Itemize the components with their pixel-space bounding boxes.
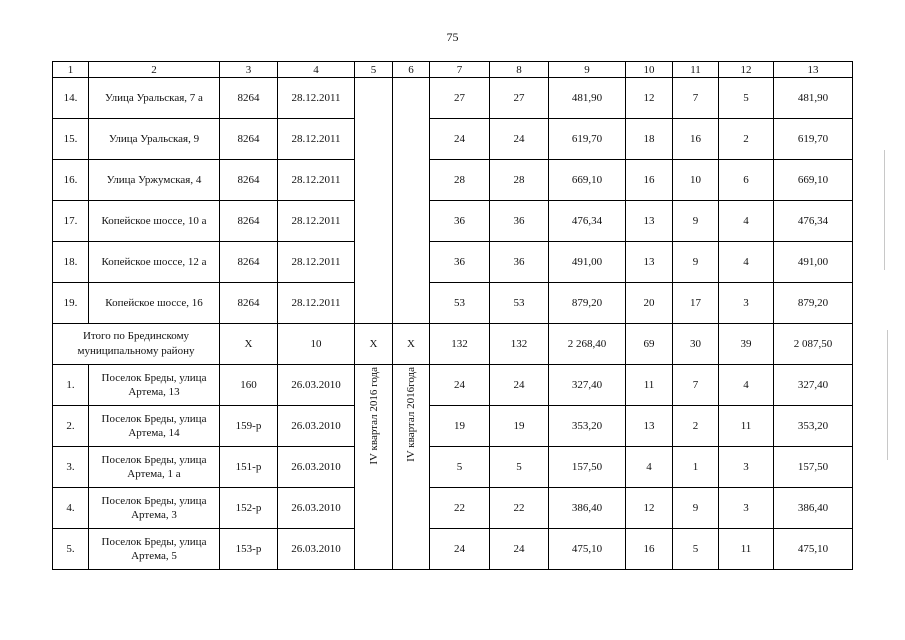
document-date-cell: 28.12.2011 bbox=[278, 78, 355, 119]
total-value-5: X bbox=[355, 324, 393, 365]
value-cell-11: 16 bbox=[673, 119, 719, 160]
value-cell-12: 11 bbox=[719, 529, 774, 570]
total-value-10: 69 bbox=[626, 324, 673, 365]
value-cell-10: 18 bbox=[626, 119, 673, 160]
value-cell-11: 7 bbox=[673, 78, 719, 119]
table-row bbox=[53, 529, 853, 570]
value-cell-10: 13 bbox=[626, 406, 673, 447]
row-number: 1. bbox=[53, 365, 89, 406]
value-cell-8: 27 bbox=[490, 78, 549, 119]
value-cell-13: 353,20 bbox=[774, 406, 853, 447]
total-value-12: 39 bbox=[719, 324, 774, 365]
value-cell-9: 386,40 bbox=[549, 488, 626, 529]
total-value-4: 10 bbox=[278, 324, 355, 365]
column-header-13: 13 bbox=[774, 62, 853, 78]
table-row bbox=[53, 119, 853, 160]
value-cell-9: 879,20 bbox=[549, 283, 626, 324]
column-header-6: 6 bbox=[393, 62, 430, 78]
row-number: 17. bbox=[53, 201, 89, 242]
document-date-cell: 28.12.2011 bbox=[278, 242, 355, 283]
address-cell: Копейское шоссе, 16 bbox=[89, 283, 220, 324]
value-cell-12: 6 bbox=[719, 160, 774, 201]
value-cell-12: 3 bbox=[719, 283, 774, 324]
column-header-12: 12 bbox=[719, 62, 774, 78]
value-cell-7: 53 bbox=[430, 283, 490, 324]
table-row bbox=[53, 447, 853, 488]
total-value-8: 132 bbox=[490, 324, 549, 365]
row-number: 19. bbox=[53, 283, 89, 324]
value-cell-12: 2 bbox=[719, 119, 774, 160]
value-cell-11: 17 bbox=[673, 283, 719, 324]
document-date-cell: 26.03.2010 bbox=[278, 406, 355, 447]
value-cell-11: 9 bbox=[673, 201, 719, 242]
column-header-1: 1 bbox=[53, 62, 89, 78]
value-cell-7: 24 bbox=[430, 119, 490, 160]
value-cell-7: 22 bbox=[430, 488, 490, 529]
value-cell-10: 12 bbox=[626, 78, 673, 119]
table-row bbox=[53, 365, 853, 406]
value-cell-7: 24 bbox=[430, 529, 490, 570]
column-header-2: 2 bbox=[89, 62, 220, 78]
row-number: 3. bbox=[53, 447, 89, 488]
document-date-cell: 28.12.2011 bbox=[278, 283, 355, 324]
value-cell-11: 5 bbox=[673, 529, 719, 570]
merged-empty-col-5 bbox=[355, 78, 393, 324]
value-cell-12: 4 bbox=[719, 365, 774, 406]
total-value-9: 2 268,40 bbox=[549, 324, 626, 365]
value-cell-13: 491,00 bbox=[774, 242, 853, 283]
value-cell-13: 157,50 bbox=[774, 447, 853, 488]
document-number-cell: 8264 bbox=[220, 78, 278, 119]
value-cell-9: 491,00 bbox=[549, 242, 626, 283]
address-cell: Поселок Бреды, улица Артема, 1 а bbox=[89, 447, 220, 488]
row-number: 2. bbox=[53, 406, 89, 447]
document-date-cell: 26.03.2010 bbox=[278, 447, 355, 488]
document-number-cell: 152-р bbox=[220, 488, 278, 529]
value-cell-9: 669,10 bbox=[549, 160, 626, 201]
value-cell-10: 13 bbox=[626, 201, 673, 242]
value-cell-8: 53 bbox=[490, 283, 549, 324]
row-number: 4. bbox=[53, 488, 89, 529]
value-cell-9: 481,90 bbox=[549, 78, 626, 119]
address-cell: Поселок Бреды, улица Артема, 3 bbox=[89, 488, 220, 529]
value-cell-9: 476,34 bbox=[549, 201, 626, 242]
value-cell-9: 475,10 bbox=[549, 529, 626, 570]
value-cell-12: 5 bbox=[719, 78, 774, 119]
value-cell-10: 4 bbox=[626, 447, 673, 488]
document-number-cell: 160 bbox=[220, 365, 278, 406]
value-cell-11: 7 bbox=[673, 365, 719, 406]
address-cell: Поселок Бреды, улица Артема, 14 bbox=[89, 406, 220, 447]
value-cell-12: 4 bbox=[719, 201, 774, 242]
table-row bbox=[53, 78, 853, 119]
value-cell-12: 4 bbox=[719, 242, 774, 283]
value-cell-13: 386,40 bbox=[774, 488, 853, 529]
value-cell-8: 24 bbox=[490, 119, 549, 160]
value-cell-8: 19 bbox=[490, 406, 549, 447]
schedule-text: IV квартал 2016 года bbox=[367, 367, 380, 465]
document-number-cell: 159-р bbox=[220, 406, 278, 447]
document-date-cell: 28.12.2011 bbox=[278, 160, 355, 201]
value-cell-7: 36 bbox=[430, 201, 490, 242]
column-header-7: 7 bbox=[430, 62, 490, 78]
value-cell-7: 19 bbox=[430, 406, 490, 447]
value-cell-11: 10 bbox=[673, 160, 719, 201]
value-cell-10: 13 bbox=[626, 242, 673, 283]
table-row bbox=[53, 160, 853, 201]
housing-register-table bbox=[52, 61, 853, 570]
value-cell-13: 669,10 bbox=[774, 160, 853, 201]
address-cell: Копейское шоссе, 10 а bbox=[89, 201, 220, 242]
address-cell: Поселок Бреды, улица Артема, 13 bbox=[89, 365, 220, 406]
value-cell-8: 24 bbox=[490, 529, 549, 570]
table-row bbox=[53, 242, 853, 283]
value-cell-8: 24 bbox=[490, 365, 549, 406]
total-row bbox=[53, 324, 853, 365]
document-number-cell: 151-р bbox=[220, 447, 278, 488]
value-cell-11: 2 bbox=[673, 406, 719, 447]
column-header-3: 3 bbox=[220, 62, 278, 78]
column-header-8: 8 bbox=[490, 62, 549, 78]
document-date-cell: 26.03.2010 bbox=[278, 365, 355, 406]
value-cell-8: 36 bbox=[490, 242, 549, 283]
document-date-cell: 28.12.2011 bbox=[278, 201, 355, 242]
value-cell-7: 5 bbox=[430, 447, 490, 488]
document-number-cell: 153-р bbox=[220, 529, 278, 570]
column-header-4: 4 bbox=[278, 62, 355, 78]
document-number-cell: 8264 bbox=[220, 283, 278, 324]
value-cell-11: 1 bbox=[673, 447, 719, 488]
value-cell-12: 11 bbox=[719, 406, 774, 447]
document-date-cell: 26.03.2010 bbox=[278, 488, 355, 529]
value-cell-12: 3 bbox=[719, 488, 774, 529]
value-cell-8: 5 bbox=[490, 447, 549, 488]
row-number: 14. bbox=[53, 78, 89, 119]
value-cell-13: 475,10 bbox=[774, 529, 853, 570]
value-cell-7: 36 bbox=[430, 242, 490, 283]
table-row bbox=[53, 283, 853, 324]
address-cell: Поселок Бреды, улица Артема, 5 bbox=[89, 529, 220, 570]
value-cell-7: 28 bbox=[430, 160, 490, 201]
document-number-cell: 8264 bbox=[220, 242, 278, 283]
address-cell: Улица Уржумская, 4 bbox=[89, 160, 220, 201]
value-cell-9: 353,20 bbox=[549, 406, 626, 447]
value-cell-10: 12 bbox=[626, 488, 673, 529]
address-cell: Улица Уральская, 9 bbox=[89, 119, 220, 160]
row-number: 18. bbox=[53, 242, 89, 283]
value-cell-13: 879,20 bbox=[774, 283, 853, 324]
value-cell-9: 157,50 bbox=[549, 447, 626, 488]
value-cell-7: 24 bbox=[430, 365, 490, 406]
value-cell-13: 476,34 bbox=[774, 201, 853, 242]
document-number-cell: 8264 bbox=[220, 201, 278, 242]
value-cell-13: 619,70 bbox=[774, 119, 853, 160]
table-row bbox=[53, 488, 853, 529]
scan-edge-mark bbox=[887, 330, 888, 460]
value-cell-10: 16 bbox=[626, 160, 673, 201]
value-cell-9: 619,70 bbox=[549, 119, 626, 160]
document-number-cell: 8264 bbox=[220, 160, 278, 201]
total-value-13: 2 087,50 bbox=[774, 324, 853, 365]
column-number-header bbox=[53, 62, 853, 78]
value-cell-8: 22 bbox=[490, 488, 549, 529]
value-cell-11: 9 bbox=[673, 488, 719, 529]
merged-empty-col-6 bbox=[393, 78, 430, 324]
document-date-cell: 26.03.2010 bbox=[278, 529, 355, 570]
document-number-cell: 8264 bbox=[220, 119, 278, 160]
value-cell-11: 9 bbox=[673, 242, 719, 283]
schedule-text: IV квартал 2016года bbox=[405, 367, 417, 462]
total-value-7: 132 bbox=[430, 324, 490, 365]
table-row bbox=[53, 406, 853, 447]
column-header-10: 10 bbox=[626, 62, 673, 78]
total-value-6: X bbox=[393, 324, 430, 365]
value-cell-10: 16 bbox=[626, 529, 673, 570]
scan-edge-mark bbox=[884, 150, 885, 270]
row-number: 16. bbox=[53, 160, 89, 201]
total-value-3: X bbox=[220, 324, 278, 365]
column-header-5: 5 bbox=[355, 62, 393, 78]
row-number: 15. bbox=[53, 119, 89, 160]
merged-schedule-col-6 bbox=[393, 365, 430, 570]
table-row bbox=[53, 201, 853, 242]
value-cell-8: 36 bbox=[490, 201, 549, 242]
address-cell: Улица Уральская, 7 а bbox=[89, 78, 220, 119]
row-number: 5. bbox=[53, 529, 89, 570]
column-header-9: 9 bbox=[549, 62, 626, 78]
total-label: Итого по Брединскому муниципальному району bbox=[53, 324, 220, 365]
document-date-cell: 28.12.2011 bbox=[278, 119, 355, 160]
page-number: 75 bbox=[446, 30, 459, 44]
address-cell: Копейское шоссе, 12 а bbox=[89, 242, 220, 283]
column-header-11: 11 bbox=[673, 62, 719, 78]
total-value-11: 30 bbox=[673, 324, 719, 365]
value-cell-10: 11 bbox=[626, 365, 673, 406]
value-cell-7: 27 bbox=[430, 78, 490, 119]
value-cell-10: 20 bbox=[626, 283, 673, 324]
value-cell-12: 3 bbox=[719, 447, 774, 488]
merged-schedule-col-5 bbox=[355, 365, 393, 570]
value-cell-13: 481,90 bbox=[774, 78, 853, 119]
value-cell-13: 327,40 bbox=[774, 365, 853, 406]
value-cell-9: 327,40 bbox=[549, 365, 626, 406]
value-cell-8: 28 bbox=[490, 160, 549, 201]
